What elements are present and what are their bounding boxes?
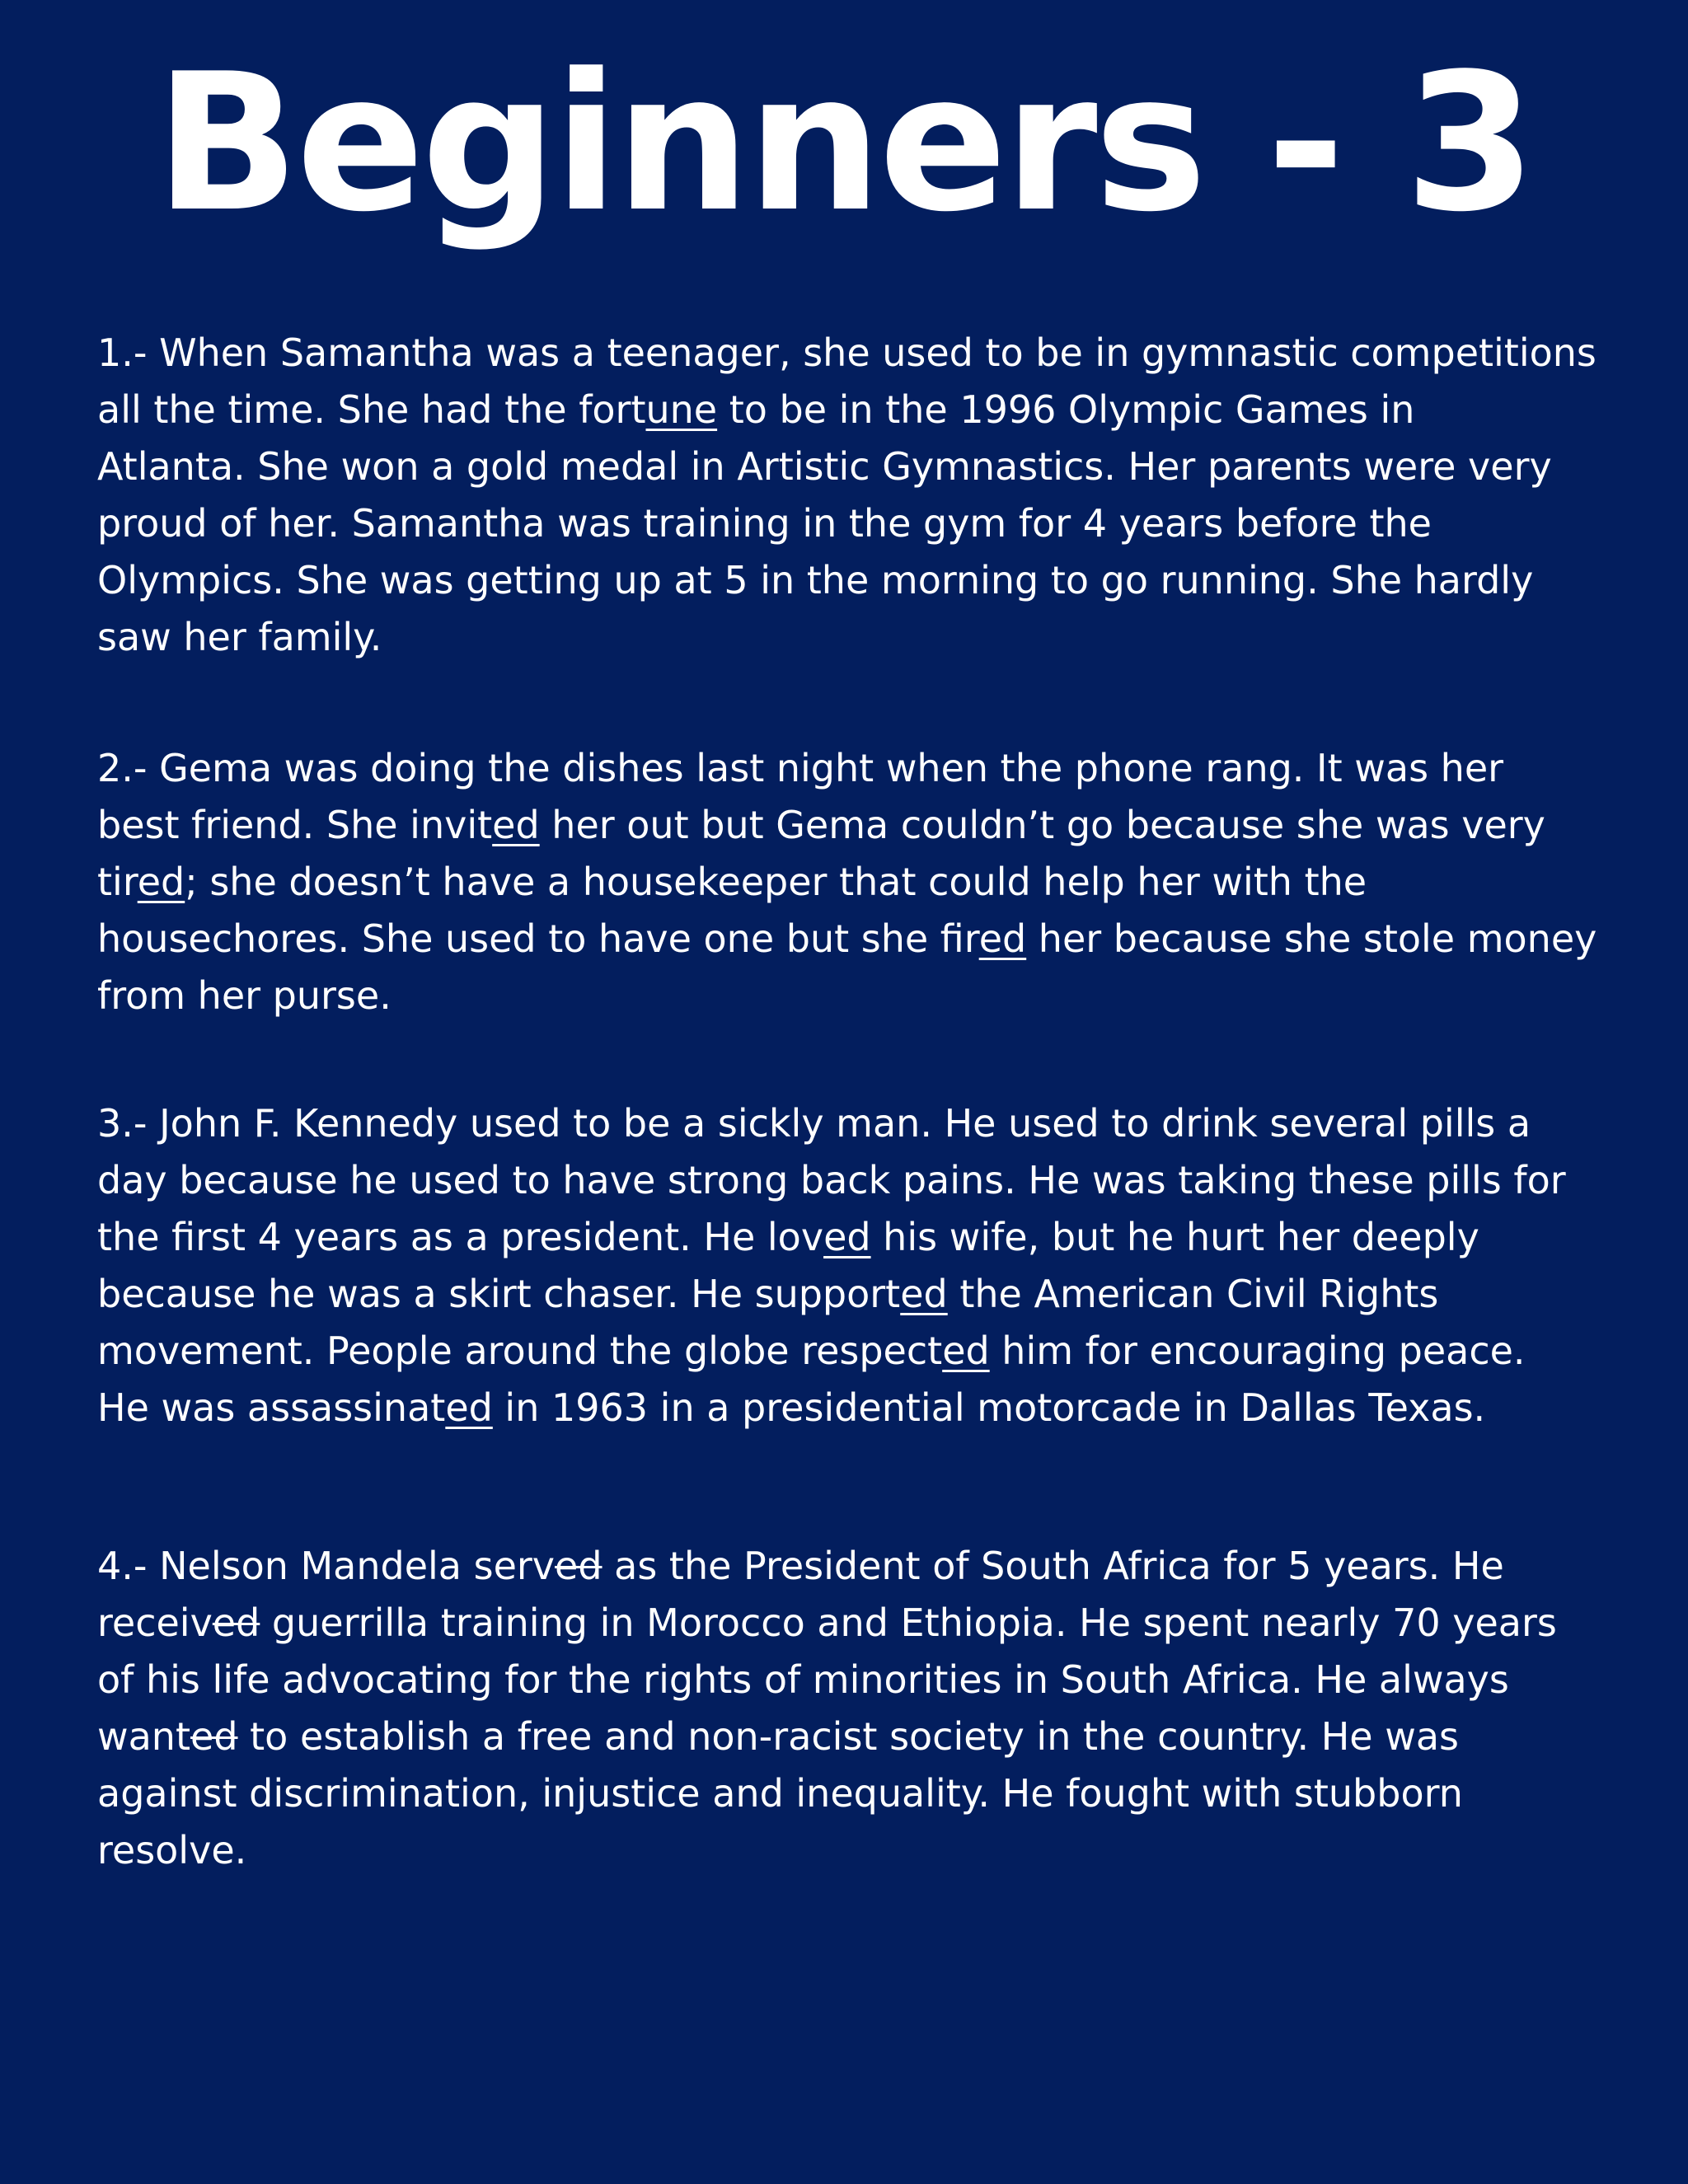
text-run: to establish a free and non-racist society in the country. He was bbox=[237, 1714, 1459, 1759]
paragraph-line bbox=[97, 609, 1606, 666]
paragraph-line bbox=[97, 438, 1606, 495]
text-run: because he was a skirt chaser. He support bbox=[97, 1272, 901, 1316]
text-run: against discrimination, injustice and inequality. He fought with stubborn bbox=[97, 1771, 1463, 1816]
paragraph-line bbox=[97, 968, 1606, 1024]
text-run: her out but Gema couldn’t go because she was very bbox=[539, 803, 1545, 847]
text-run: in 1963 in a presidential motorcade in Dallas Texas. bbox=[492, 1385, 1486, 1430]
paragraph-line bbox=[97, 382, 1606, 438]
text-run: day because he used to have strong back pains. He was taking these pills for bbox=[97, 1158, 1566, 1202]
text-run: 4.- Nelson Mandela serv bbox=[97, 1544, 556, 1588]
text-run: saw her family. bbox=[97, 615, 382, 659]
paragraph-line bbox=[97, 1765, 1606, 1822]
text-run: 2.- Gema was doing the dishes last night when the phone rang. It was her bbox=[97, 746, 1504, 790]
struck-ending: ed bbox=[555, 1544, 603, 1588]
text-run: guerrilla training in Morocco and Ethiopia. He spent nearly 70 years bbox=[260, 1601, 1557, 1645]
paragraph-line bbox=[97, 1538, 1606, 1595]
text-run: He was assassinat bbox=[97, 1385, 446, 1430]
paragraph-line bbox=[97, 1095, 1606, 1152]
underlined-ending: ed bbox=[942, 1329, 990, 1373]
paragraph-line bbox=[97, 325, 1606, 382]
paragraph-line bbox=[97, 552, 1606, 609]
text-run: Olympics. She was getting up at 5 in the morning to go running. She hardly bbox=[97, 558, 1534, 602]
text-run: receiv bbox=[97, 1601, 213, 1645]
page-title: Beginners - 3 bbox=[154, 34, 1534, 254]
paragraph-4 bbox=[97, 1538, 1606, 1879]
text-run: proud of her. Samantha was training in the gym for 4 years before the bbox=[97, 501, 1432, 546]
underlined-ending: ed bbox=[137, 860, 185, 904]
text-run: 1.- When Samantha was a teenager, she used to be in gymnastic competitions bbox=[97, 330, 1597, 375]
paragraph-2 bbox=[97, 740, 1606, 1024]
paragraph-line bbox=[97, 911, 1606, 968]
text-run: as the President of South Africa for 5 years. He bbox=[602, 1544, 1504, 1588]
text-run: housechores. She used to have one but she fir bbox=[97, 916, 979, 961]
text-run: all the time. She had the fort bbox=[97, 387, 646, 432]
paragraph-1 bbox=[97, 325, 1606, 666]
paragraph-line bbox=[97, 854, 1606, 911]
text-run: movement. People around the globe respect bbox=[97, 1329, 943, 1373]
paragraph-line bbox=[97, 797, 1606, 854]
text-run: Atlanta. She won a gold medal in Artistic Gymnastics. Her parents were very bbox=[97, 444, 1552, 489]
underlined-ending: ed bbox=[823, 1215, 871, 1259]
underlined-ending: ed bbox=[445, 1385, 493, 1430]
paragraph-line bbox=[97, 1652, 1606, 1708]
text-run: want bbox=[97, 1714, 191, 1759]
paragraph-line bbox=[97, 1595, 1606, 1652]
text-run: tir bbox=[97, 860, 138, 904]
text-run: of his life advocating for the rights of minorities in South Africa. He always bbox=[97, 1657, 1509, 1702]
underlined-ending: ed bbox=[900, 1272, 948, 1316]
text-run: best friend. She invit bbox=[97, 803, 493, 847]
paragraph-line bbox=[97, 1708, 1606, 1765]
paragraph-line bbox=[97, 1209, 1606, 1266]
text-run: to be in the 1996 Olympic Games in bbox=[717, 387, 1415, 432]
paragraph-line bbox=[97, 1266, 1606, 1323]
paragraph-line bbox=[97, 740, 1606, 797]
text-run: the American Civil Rights bbox=[947, 1272, 1439, 1316]
struck-ending: ed bbox=[212, 1601, 260, 1645]
text-run: the first 4 years as a president. He lov bbox=[97, 1215, 824, 1259]
struck-ending: ed bbox=[190, 1714, 238, 1759]
paragraph-line bbox=[97, 1822, 1606, 1879]
underlined-ending: une bbox=[645, 387, 718, 432]
paragraph-line bbox=[97, 1380, 1606, 1436]
text-run: his wife, but he hurt her deeply bbox=[870, 1215, 1479, 1259]
underlined-ending: ed bbox=[492, 803, 540, 847]
paragraph-line bbox=[97, 1152, 1606, 1209]
text-run: resolve. bbox=[97, 1828, 247, 1872]
text-run: 3.- John F. Kennedy used to be a sickly man. He used to drink several pills a bbox=[97, 1101, 1531, 1146]
text-run: ; she doesn’t have a housekeeper that could help her with the bbox=[185, 860, 1367, 904]
underlined-ending: ed bbox=[978, 916, 1027, 961]
text-run: her because she stole money bbox=[1026, 916, 1597, 961]
paragraph-line bbox=[97, 495, 1606, 552]
text-run: from her purse. bbox=[97, 973, 392, 1018]
paragraph-line bbox=[97, 1323, 1606, 1380]
text-run: him for encouraging peace. bbox=[989, 1329, 1526, 1373]
paragraph-3 bbox=[97, 1095, 1606, 1436]
